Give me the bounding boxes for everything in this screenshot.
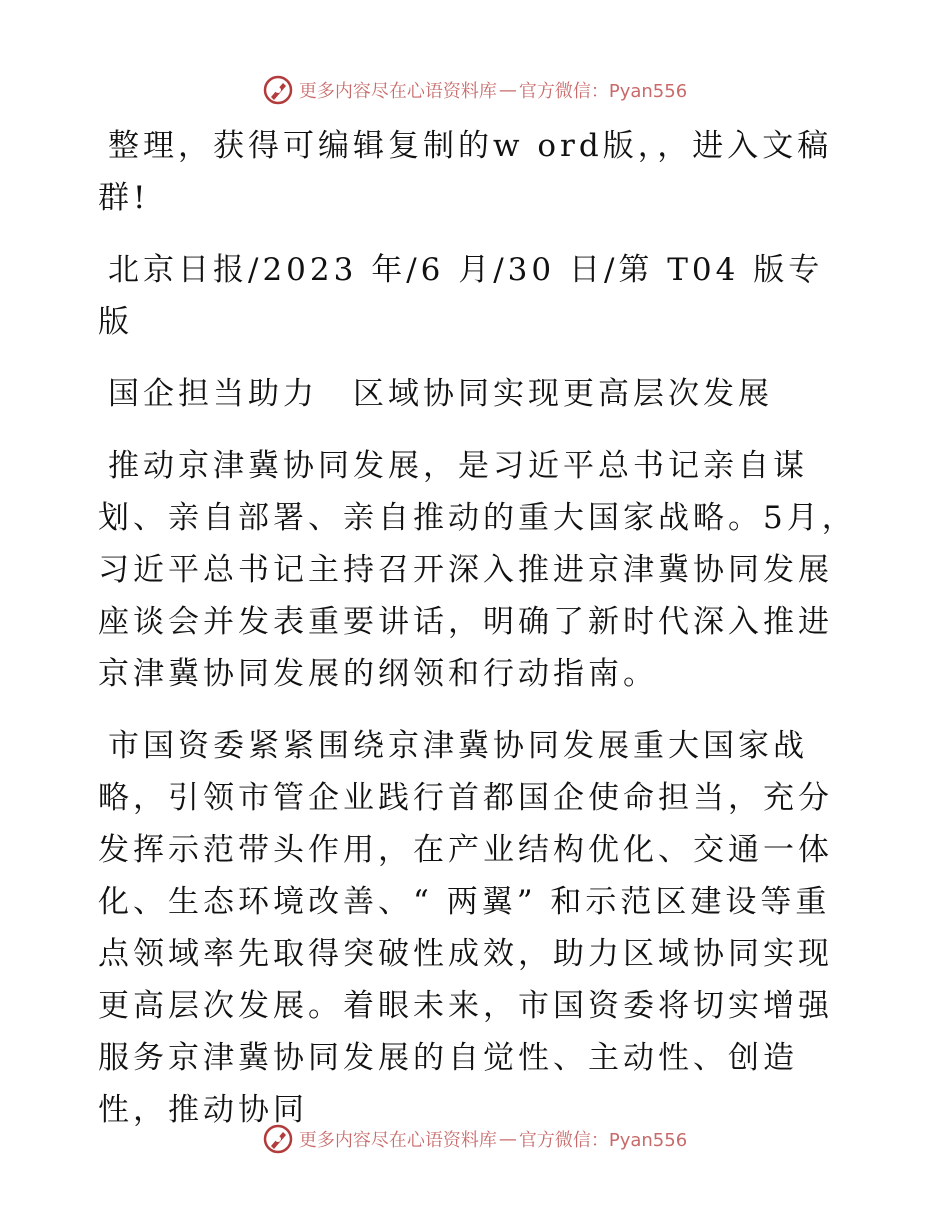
banner-wechat: 官方微信：Pyan556 — [518, 1130, 688, 1151]
banner-wechat: 官方微信：Pyan556 — [518, 81, 688, 102]
paragraph-body-1: 推动京津冀协同发展，是习近平总书记亲自谋划、亲自部署、亲自推动的重大国家战略。5月，习近平总书记主持召开深入推进京津冀协同发展座谈会并发表重要讲话，明确了新时代深入推进京津冀协同发展的纲领和行动指南。 — [98, 448, 857, 692]
banner-title: 更多内容尽在心语资料库 — [298, 81, 497, 102]
article-title: 国企担当助力 区域协同实现更高层次发展 — [108, 376, 773, 412]
pen-logo-icon — [263, 75, 293, 105]
banner-title: 更多内容尽在心语资料库 — [298, 1130, 497, 1151]
paragraph-source-line: 北京日报/2023 年/6 月/30 日/第 T04 版专版 — [98, 252, 824, 340]
document-body — [98, 120, 858, 1156]
banner-separator: — — [498, 79, 517, 101]
footer-banner — [0, 1119, 950, 1159]
header-banner — [0, 70, 950, 110]
paragraph-intro: 整理，获得可编辑复制的w ord版，，进入文稿群! — [98, 128, 833, 216]
banner-separator: — — [498, 1128, 517, 1150]
pen-logo-icon — [263, 1124, 293, 1154]
paragraph-body-2: 市国资委紧紧围绕京津冀协同发展重大国家战略，引领市管企业践行首都国企使命担当，充分发挥示范带头作用，在产业结构优化、交通一体化、生态环境改善、“ 两翼” 和示范区建设等重点领域率先取得突破性成效，助力区域协同实现更高层次发展。着眼未来，市国资委将切实增强服务京津冀协同发展的自觉性、主动性、创造性，推动协同 — [98, 728, 833, 1128]
